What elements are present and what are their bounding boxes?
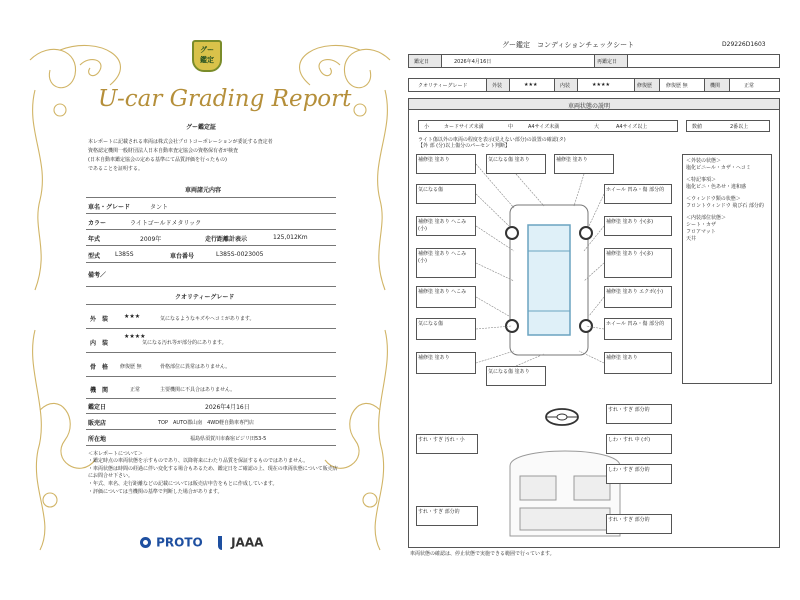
wheel-front-left-icon xyxy=(506,227,518,239)
grading-report-certificate: グー 鑑定 U-car Grading Report グー鑑定証 本レポートに記載される車両は株式会社プロトコーポレーションが委託する査定者 資格認定機関一般財団法人日本自動車査定協会の資格保有者が検査 (日本自動車鑑定協会の定める基準にて品質評価を行ったもの) であることを証明する。 車両諸元内容 車名・グレード タント カラー ライトゴールドメタリック 年式 2009年 走行距離計表示 125,012Km 型式 L385S 車台番号 L385S-0023005 備考／ クオリティーグレード 外 装 ★★★ 気になるようなキズやヘコミがあります。 内 装 ★★★★ 気になる汚れ等が部分的にあります。 骨 格 修復歴 無 骨格部位に異常はありません。 機 関 正常 主要機関に不具合はありません。 鑑定日 2026年4月16日 販売店 TOP AUTO郡山南 4WD軽自動車専門店 所在地 福島県須賀川市森宿ビジリ田53-5 ＜本レポートについて＞ ・鑑定時点の車両状態を示すものであり、以降将来にわたり品質を保証するものではありません。 ・車両状態は時間の経過に伴い変化する場合もあるため、鑑定日をご確認の上、現在の車両状態について販売店にお問合せ下さい。 ・年式、車名、走行距離などの記載については販売店申告をもとに作成しています。 ・評価については当機関の基準で判断した場合があります。 PROTO JAAA xyxy=(20,30,400,560)
year-value: 2009年 xyxy=(140,236,162,243)
report-subtitle: グー鑑定証 xyxy=(186,124,217,131)
jaaa-logo: JAAA xyxy=(218,532,263,551)
mileage-value: 125,012Km xyxy=(273,234,308,241)
appraisal-date-value: 2026年4月16日 xyxy=(205,404,250,411)
exterior-grade: ★★★ xyxy=(524,82,538,88)
jaaa-mark-icon xyxy=(218,536,226,550)
date-label: 鑑定日 xyxy=(414,59,430,65)
model-label: 型式 xyxy=(88,253,101,260)
badge-line1: グー xyxy=(200,46,214,54)
interior-grade: ★★★★ xyxy=(592,82,610,88)
quality-label: クオリティーグレード xyxy=(418,83,468,89)
steering-wheel-icon xyxy=(544,406,580,428)
diagram-note: ライト傷以外の車両の程度を表示(見えない部分)の設置の確認(タ) xyxy=(418,137,566,143)
document-id: D29226D1603 xyxy=(722,41,766,48)
color-value: ライトゴールドメタリック xyxy=(130,220,202,227)
car-name-label: 車名・グレード xyxy=(88,204,131,211)
date-value: 2026年4月16日 xyxy=(454,59,492,65)
condition-check-sheet: グー鑑定 コンディションチェックシート D29226D1603 鑑定日 2026年4月16日 再鑑定日 クオリティーグレード 外装 ★★★ 内装 ★★★★ 修復歴 修復歴 無 機関 正常 車両状態の説明 小 カードサイズ未満 中 A4サイズ未満 大 A4サイズ以上 数値 2番以上 ライト傷以外の車両の程度を表示(見えない部分)の設置の確認(タ) 【外 部 (分)以上傷分のパーセント判断】 補修塗 塗あり 気になる傷 塗あり 補修塗 塗あり 気になる傷 ホイール 凹み・傷 部分的 補修塗 塗あり へこみ(小) 補修塗 塗あり 小(多) 補修塗 塗あり へこみ(小) 補修塗 塗あり 小(多) 補修塗 塗あり へこみ 補修塗 塗あり エクボ(小) 気になる傷 ホイール 凹み・傷 部分的 補修塗 塗あり 気になる傷 塗あり 補修塗 塗あり ＜外装の状態＞ 塩化ビニール・カザ・ヘコミ ＜特記事項＞ 塩化ビニ・色あせ・違和感 ＜ウィンドウ類の状態＞ フロントウィンドウ 飛び石 部分的 ＜内装部位状態＞ シート・カザ フロアマット 天井 すれ・すぎ 部分的 すれ・すぎ 汚れ・小 しわ・すれ 中 (ボ) しわ・すぎ 部分的 すれ・すぎ 部分的 すれ・すぎ 部分的 車両状態の確認は、停止状態で実施できる範囲で行っています。 xyxy=(404,36,780,558)
car-top-view-diagram xyxy=(504,201,594,361)
mileage-label: 走行距離計表示 xyxy=(205,236,248,243)
wheel-rear-right-icon xyxy=(580,320,592,332)
engine-status: 正常 xyxy=(130,387,141,393)
intro-text: 本レポートに記載される車両は株式会社プロトコーポレーションが委託する査定者 資格認定機関一般財団法人日本自動車査定協会の資格保有者が検査 (日本自動車鑑定協会の定める基準にて品質評価を行ったもの) であることを証明する。 xyxy=(88,139,273,172)
address-label: 所在地 xyxy=(88,436,107,443)
color-label: カラー xyxy=(88,220,107,227)
chassis-value: L385S-0023005 xyxy=(216,251,264,258)
section-title: 車両状態の説明 xyxy=(568,103,611,110)
wheel-front-right-icon xyxy=(580,227,592,239)
footer-note: 車両状態の確認は、停止状態で実施できる範囲で行っています。 xyxy=(410,551,555,557)
condition-notes: ＜外装の状態＞ 塩化ビニール・カザ・ヘコミ ＜特記事項＞ 塩化ビニ・色あせ・違和感 ＜ウィンドウ類の状態＞ フロントウィンドウ 飛び石 部分的 ＜内装部位状態＞ シート・カザ フロアマット 天井 xyxy=(686,158,764,242)
year-label: 年式 xyxy=(88,236,101,243)
report-notes: ＜本レポートについて＞ ・鑑定時点の車両状態を示すものであり、以降将来にわたり品質を保証するものではありません。 ・車両状態は時間の経過に伴い変化する場合もあるため、鑑定日をご確認の上、現在の車両状態について販売店にお問合せ下さい。 ・年式、車名、走行距離などの記載については販売店申告をもとに作成しています。 ・評価については当機関の基準で判断した場合があります。 xyxy=(88,451,338,495)
note-label: 備考／ xyxy=(88,272,107,279)
wheel-rear-left-icon xyxy=(506,320,518,332)
shop-value: TOP AUTO郡山南 4WD軽自動車専門店 xyxy=(158,420,255,426)
car-name-value: タント xyxy=(150,204,169,211)
diagram-note-2: 【外 部 (分)以上傷分のパーセント判断】 xyxy=(418,143,510,149)
report-title: U-car Grading Report xyxy=(98,86,352,112)
proto-logo: PROTO xyxy=(140,532,203,551)
appraisal-date-label: 鑑定日 xyxy=(88,404,107,411)
exterior-stars: ★★★ xyxy=(124,313,141,320)
quality-grade-heading: クオリティーグレード xyxy=(175,294,235,301)
frame-grade: 修復歴 無 xyxy=(666,83,688,89)
reappraisal-label: 再鑑定日 xyxy=(597,59,618,65)
proto-mark-icon xyxy=(140,537,151,548)
chassis-label: 車台番号 xyxy=(170,253,195,260)
badge-line2: 鑑定 xyxy=(200,56,214,64)
goo-badge xyxy=(192,40,222,72)
frame-status: 修復歴 無 xyxy=(120,364,142,370)
interior-stars: ★★★★ xyxy=(124,333,146,340)
engine-grade: 正常 xyxy=(744,83,755,89)
address-value: 福島県須賀川市森宿ビジリ田53-5 xyxy=(190,436,267,442)
vehicle-spec-heading: 車両諸元内容 xyxy=(185,187,222,194)
sheet-title: グー鑑定 コンディションチェックシート xyxy=(502,41,635,49)
shop-label: 販売店 xyxy=(88,420,107,427)
model-value: L385S xyxy=(115,251,134,258)
